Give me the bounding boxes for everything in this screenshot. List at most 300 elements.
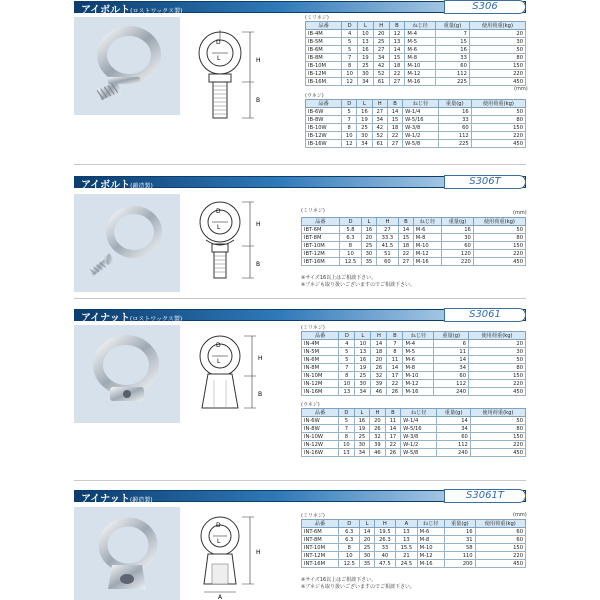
table-cell: 27	[399, 258, 414, 266]
table-cell: IN-12M	[302, 380, 339, 388]
table-cell: 6.3	[338, 528, 359, 536]
table-cell: 80	[469, 364, 526, 372]
table-cell: 58	[445, 544, 476, 552]
column-header: 重量(g)	[438, 100, 471, 108]
table-cell: 10	[338, 552, 359, 560]
table-cell: 10	[339, 250, 361, 258]
metric-label: (ミリネジ)	[305, 15, 329, 21]
column-header: B	[385, 409, 401, 417]
column-header: H	[370, 409, 386, 417]
table-cell: M-10	[417, 544, 444, 552]
notes	[301, 577, 415, 591]
table-cell: 30	[469, 38, 525, 46]
table-cell: 120	[442, 250, 474, 258]
table-cell: IN-5M	[302, 348, 339, 356]
table-cell: IBT-12M	[302, 250, 340, 258]
table-cell: 46	[371, 388, 387, 396]
column-header: H	[374, 520, 395, 528]
table-cell: 20	[371, 356, 387, 364]
table-cell: 220	[469, 380, 526, 388]
table-row	[302, 433, 526, 441]
table-row	[306, 38, 526, 46]
table-cell: 450	[475, 560, 525, 568]
table-cell: 47.5	[374, 560, 395, 568]
column-header: L	[360, 520, 374, 528]
table-cell: IB-5M	[306, 38, 342, 46]
table-cell: M-6	[417, 528, 444, 536]
table-cell: IB-10W	[306, 124, 342, 132]
table-row	[302, 449, 526, 457]
column-header: 重量(g)	[442, 218, 474, 226]
table-cell: 150	[471, 124, 525, 132]
table-cell: INT-10M	[302, 544, 339, 552]
dim-label-h: H	[256, 549, 261, 556]
table-cell: 18	[371, 348, 387, 356]
table-cell: 8	[339, 242, 361, 250]
spec-table-ib-metric	[305, 21, 526, 86]
eyebolt-dimension-drawing	[190, 20, 280, 138]
table-cell: 34	[437, 425, 470, 433]
table-cell: 450	[473, 258, 525, 266]
note-line: ※ブネジも取り扱いございますのでご相談下さい。	[301, 584, 415, 590]
spec-table-in-metric	[301, 331, 526, 396]
table-cell: 52	[373, 70, 389, 78]
table-cell: 200	[445, 560, 476, 568]
table-cell: 39	[370, 441, 386, 449]
table-cell: 18	[387, 124, 402, 132]
table-cell: 5	[339, 348, 355, 356]
table-cell: 22	[385, 441, 401, 449]
table-cell: 20	[362, 234, 377, 242]
table-cell: 16	[435, 46, 469, 54]
column-header: D	[342, 22, 358, 30]
table-cell: 16	[355, 356, 371, 364]
table-row	[306, 46, 526, 54]
table-row	[306, 30, 526, 38]
table-cell: M-8	[405, 54, 436, 62]
section-divider	[74, 298, 526, 299]
table-cell: 25	[358, 62, 374, 70]
table-cell: M-16	[405, 78, 436, 86]
table-cell: 22	[389, 70, 405, 78]
table-cell: M-10	[413, 242, 441, 250]
table-row	[306, 108, 526, 116]
table-cell: 16	[438, 108, 471, 116]
table-cell: 14	[385, 425, 401, 433]
section-title: アイナット(鍛造製)	[81, 494, 153, 505]
table-cell: 14	[387, 108, 402, 116]
table-cell: 12	[389, 30, 405, 38]
spec-table-ibt-metric	[301, 217, 526, 266]
table-cell: 34	[355, 388, 371, 396]
table-cell: W-1/2	[401, 441, 437, 449]
table-cell: 11	[385, 417, 401, 425]
table-cell: 24.5	[396, 560, 417, 568]
metric-label: (ミリネジ)	[301, 325, 325, 331]
product-code: S306	[444, 0, 526, 14]
table-cell: 32	[370, 433, 386, 441]
table-cell: 61	[373, 78, 389, 86]
table-cell: 30	[442, 234, 474, 242]
table-cell: 8	[339, 372, 355, 380]
table-cell: 15	[399, 234, 414, 242]
table-cell: M-16	[413, 258, 441, 266]
table-cell: 16	[354, 417, 370, 425]
table-cell: 42	[373, 62, 389, 70]
table-cell: 10	[342, 132, 357, 140]
table-cell: 15	[435, 38, 469, 46]
table-cell: 34	[372, 116, 387, 124]
table-cell: 4	[342, 30, 358, 38]
table-cell: W-3/8	[401, 433, 437, 441]
table-cell: 18	[399, 242, 414, 250]
table-cell: 112	[435, 70, 469, 78]
table-cell: IB-16W	[306, 140, 342, 148]
table-cell: 6	[434, 340, 469, 348]
table-cell: INT-16M	[302, 560, 339, 568]
table-cell: W-1/4	[401, 417, 437, 425]
table-row	[306, 62, 526, 70]
table-row	[306, 132, 526, 140]
table-cell: M-12	[405, 70, 436, 78]
dim-label-b: B	[256, 261, 261, 268]
table-cell: 150	[469, 372, 526, 380]
table-cell: 8	[339, 433, 355, 441]
table-cell: 13	[396, 528, 417, 536]
section-header-eyenut-forged	[74, 490, 526, 505]
table-row	[306, 140, 526, 148]
eyenut-dimension-drawing	[190, 330, 280, 422]
spec-table-int-metric	[301, 519, 526, 568]
table-cell: 50	[471, 108, 525, 116]
table-cell: 5	[339, 417, 355, 425]
table-cell: 17	[387, 372, 403, 380]
table-cell: 8	[387, 348, 403, 356]
table-cell: 61	[372, 140, 387, 148]
column-header: H	[372, 100, 387, 108]
table-cell: 20	[469, 340, 526, 348]
table-cell: 20	[469, 30, 525, 38]
column-header: 品番	[306, 100, 342, 108]
table-cell: 450	[470, 449, 525, 457]
column-header: 重量(g)	[437, 409, 470, 417]
table-cell: 450	[469, 78, 525, 86]
table-cell: IB-8M	[306, 54, 342, 62]
table-cell: 46	[370, 449, 386, 457]
table-cell: INT-12M	[302, 552, 339, 560]
dim-label-l: L	[217, 358, 221, 365]
dim-label-d: D	[216, 208, 221, 215]
table-cell: 26	[385, 449, 401, 457]
column-header: H	[376, 218, 398, 226]
table-row	[306, 70, 526, 78]
forged-eyebolt-photo	[74, 194, 180, 292]
dim-label-l: L	[217, 538, 221, 545]
forged-eyebolt-dimension-drawing	[190, 194, 280, 294]
table-cell: 150	[469, 62, 525, 70]
table-cell: M-16	[403, 388, 434, 396]
table-cell: 19	[355, 364, 371, 372]
column-header: L	[355, 332, 371, 340]
column-header: 品番	[302, 520, 339, 528]
dim-label-d: D	[216, 342, 221, 349]
table-cell: 20	[370, 417, 386, 425]
table-cell: IB-8W	[306, 116, 342, 124]
table-header-row	[306, 100, 526, 108]
table-cell: M-4	[403, 340, 434, 348]
table-row	[302, 250, 526, 258]
table-row	[302, 364, 526, 372]
table-cell: M-4	[405, 30, 436, 38]
product-code: S306T	[444, 175, 526, 189]
table-row	[306, 78, 526, 86]
forged-eyenut-photo	[74, 507, 180, 600]
table-row	[302, 380, 526, 388]
column-header: 品番	[302, 332, 339, 340]
table-cell: 8	[342, 124, 357, 132]
table-cell: 50	[469, 356, 526, 364]
section-header-eyebolt-lostwax	[74, 1, 526, 16]
table-cell: 18	[389, 62, 405, 70]
table-cell: 13	[358, 38, 374, 46]
column-header: ねじ径	[417, 520, 444, 528]
table-cell: 5	[342, 108, 357, 116]
table-cell: 225	[435, 78, 469, 86]
table-header-row	[302, 332, 526, 340]
table-row	[302, 536, 526, 544]
table-cell: 25	[357, 124, 372, 132]
table-cell: 19.5	[374, 528, 395, 536]
table-cell: 60	[442, 242, 474, 250]
table-cell: 22	[387, 132, 402, 140]
table-cell: IBT-8M	[302, 234, 340, 242]
section-header-eyenut-lostwax	[74, 309, 526, 324]
table-cell: 27	[376, 226, 398, 234]
column-header: D	[342, 100, 357, 108]
table-row	[302, 388, 526, 396]
column-header: L	[362, 218, 377, 226]
table-cell: 60	[434, 372, 469, 380]
table-cell: 34	[358, 78, 374, 86]
table-cell: 52	[372, 132, 387, 140]
table-cell: 34	[434, 364, 469, 372]
table-cell: 26	[370, 425, 386, 433]
table-cell: IB-6W	[306, 108, 342, 116]
table-cell: 7	[342, 116, 357, 124]
table-cell: 25	[355, 372, 371, 380]
table-cell: 19	[357, 116, 372, 124]
product-code: S3061	[444, 308, 526, 322]
table-cell: 60	[438, 124, 471, 132]
column-header: 使用荷重(kg)	[473, 218, 525, 226]
table-cell: M-12	[413, 250, 441, 258]
table-row	[306, 116, 526, 124]
table-cell: 25	[360, 544, 374, 552]
table-cell: 11	[434, 348, 469, 356]
table-cell: 12	[342, 140, 357, 148]
dim-label-h: H	[256, 221, 261, 228]
table-cell: 10	[342, 70, 358, 78]
table-row	[306, 124, 526, 132]
table-cell: 25	[354, 433, 370, 441]
table-cell: IBT-10M	[302, 242, 340, 250]
table-cell: 39	[371, 380, 387, 388]
table-cell: 220	[473, 250, 525, 258]
table-cell: M-6	[405, 46, 436, 54]
column-header: B	[389, 22, 405, 30]
table-cell: 41.5	[376, 242, 398, 250]
column-header: ねじ径	[403, 332, 434, 340]
table-row	[302, 340, 526, 348]
section-title: アイボルト(鍛造製)	[81, 180, 153, 191]
table-cell: INT-8M	[302, 536, 339, 544]
table-cell: 112	[438, 132, 471, 140]
column-header: 使用荷重(kg)	[469, 22, 525, 30]
table-cell: 15	[389, 54, 405, 62]
table-cell: IBT-16M	[302, 258, 340, 266]
unit-label: (mm)	[513, 512, 527, 518]
table-row	[302, 356, 526, 364]
table-cell: 10	[358, 30, 374, 38]
table-cell: 40	[374, 552, 395, 560]
table-cell: IB-12W	[306, 132, 342, 140]
table-cell: 30	[358, 70, 374, 78]
unit-label: (mm)	[513, 210, 527, 216]
table-cell: 25	[373, 38, 389, 46]
column-header: D	[339, 218, 361, 226]
metric-label: (ミリネジ)	[301, 208, 325, 214]
table-cell: 450	[471, 140, 525, 148]
table-cell: 7	[339, 425, 355, 433]
column-header: A	[396, 520, 417, 528]
column-header: 品番	[302, 218, 340, 226]
table-cell: 6.3	[338, 536, 359, 544]
table-cell: 13	[389, 38, 405, 46]
dim-label-h: H	[258, 355, 263, 362]
table-cell: 20	[360, 536, 374, 544]
table-row	[302, 441, 526, 449]
table-row	[302, 234, 526, 242]
table-cell: M-8	[417, 536, 444, 544]
table-cell: 16	[445, 528, 476, 536]
table-cell: 5	[342, 46, 358, 54]
note-line: ※ブネジも取り扱いございますのでご相談下さい。	[301, 282, 415, 288]
column-header: B	[387, 332, 403, 340]
table-cell: 60	[475, 528, 525, 536]
dim-label-h: H	[256, 57, 261, 64]
section-divider	[74, 164, 526, 165]
table-cell: 33	[435, 54, 469, 62]
column-header: L	[354, 409, 370, 417]
table-cell: M-5	[403, 348, 434, 356]
table-cell: 21	[396, 552, 417, 560]
table-cell: 110	[445, 552, 476, 560]
table-cell: 220	[442, 258, 474, 266]
inch-label: (ウネジ)	[301, 402, 320, 408]
table-cell: 10	[339, 380, 355, 388]
table-cell: 220	[475, 552, 525, 560]
table-cell: 60	[376, 258, 398, 266]
table-cell: M-8	[413, 234, 441, 242]
table-cell: 220	[470, 441, 525, 449]
table-cell: 5.8	[339, 226, 361, 234]
table-cell: 26.3	[374, 536, 395, 544]
table-cell: 22	[387, 380, 403, 388]
table-cell: 112	[437, 441, 470, 449]
table-cell: IN-8M	[302, 364, 339, 372]
table-cell: 14	[389, 46, 405, 54]
table-cell: W-5/16	[403, 116, 439, 124]
table-cell: 30	[355, 380, 371, 388]
table-cell: IB-6M	[306, 46, 342, 54]
dim-label-d: D	[216, 39, 221, 46]
section-divider	[74, 480, 526, 481]
table-cell: 16	[357, 108, 372, 116]
table-cell: 4	[339, 340, 355, 348]
table-cell: 20	[373, 30, 389, 38]
table-cell: 51	[376, 250, 398, 258]
table-cell: 32	[371, 372, 387, 380]
table-cell: M-10	[405, 62, 436, 70]
table-cell: 30	[354, 441, 370, 449]
dim-label-l: L	[217, 55, 221, 62]
table-cell: IN-4M	[302, 340, 339, 348]
column-header: 使用荷重(kg)	[471, 100, 525, 108]
table-header-row	[302, 520, 526, 528]
table-cell: 30	[469, 348, 526, 356]
table-cell: IN-6W	[302, 417, 339, 425]
dim-label-a: A	[218, 594, 223, 600]
inch-label: (ウネジ)	[305, 93, 324, 99]
table-cell: 80	[471, 116, 525, 124]
table-cell: 33.3	[376, 234, 398, 242]
table-cell: 27	[372, 108, 387, 116]
table-cell: 240	[434, 388, 469, 396]
column-header: 品番	[302, 409, 339, 417]
table-cell: 50	[469, 46, 525, 54]
table-cell: W-5/8	[401, 449, 437, 457]
table-row	[302, 348, 526, 356]
table-cell: 13	[339, 388, 355, 396]
notes	[301, 275, 415, 289]
table-row	[302, 528, 526, 536]
column-header: H	[373, 22, 389, 30]
column-header: L	[358, 22, 374, 30]
eyenut-photo	[74, 325, 180, 423]
eyebolt-photo	[74, 17, 180, 115]
table-cell: W-5/16	[401, 425, 437, 433]
column-header: ねじ径	[403, 100, 439, 108]
table-cell: M-8	[403, 364, 434, 372]
table-cell: 19	[354, 425, 370, 433]
table-cell: 150	[475, 544, 525, 552]
table-header-row	[302, 409, 526, 417]
column-header: ねじ径	[405, 22, 436, 30]
table-cell: 15.5	[396, 544, 417, 552]
spec-table-in-inch	[301, 408, 526, 457]
table-cell: IN-10M	[302, 372, 339, 380]
column-header: D	[339, 332, 355, 340]
table-cell: 7	[342, 54, 358, 62]
table-cell: W-1/2	[403, 132, 439, 140]
table-cell: 33	[438, 116, 471, 124]
table-cell: 26	[387, 388, 403, 396]
table-cell: 34	[354, 449, 370, 457]
column-header: B	[387, 100, 402, 108]
table-cell: M-12	[417, 552, 444, 560]
dim-label-d: D	[216, 522, 221, 529]
table-cell: 150	[470, 433, 525, 441]
